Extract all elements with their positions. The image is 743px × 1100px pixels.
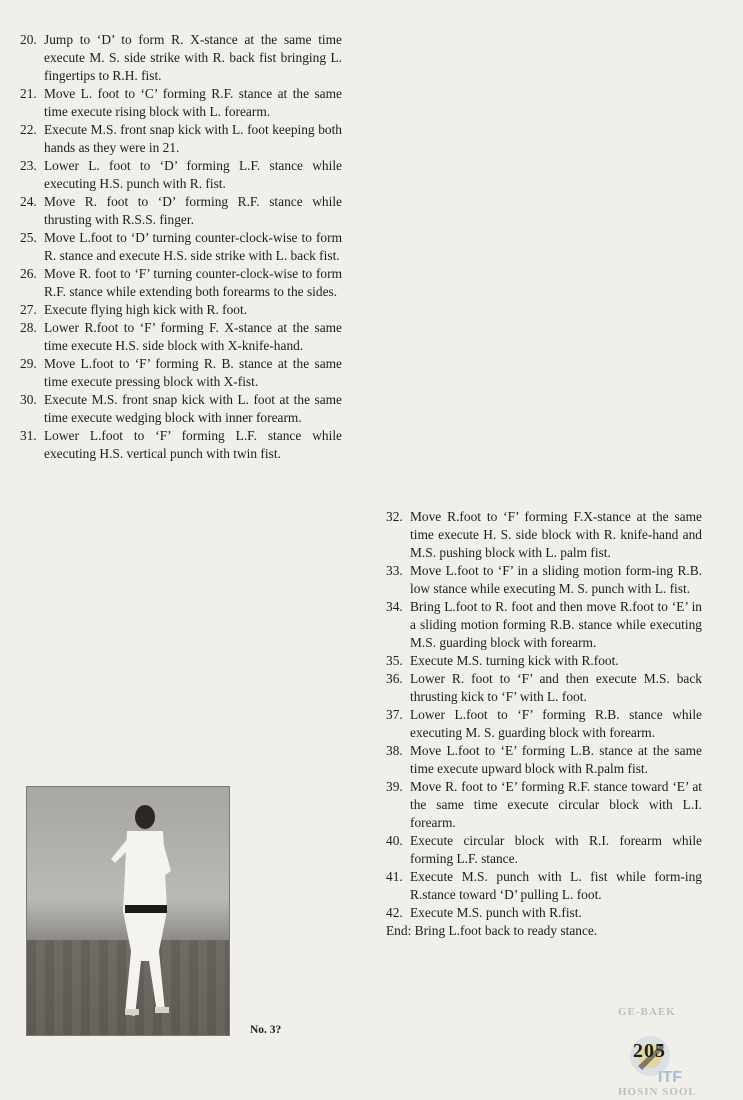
list-item [20,157,342,193]
item-number: 25. [20,230,37,245]
item-number: 39. [386,779,403,794]
item-number: 23. [20,158,37,173]
item-text: Move L.foot to ‘E’ forming L.B. stance at the same time execute upward block with R.palm fist. [410,743,702,776]
logo-top-text: GE-BAEK [618,1006,676,1018]
list-item [386,832,702,868]
page-number: 205 [633,1040,666,1062]
item-number: 24. [20,194,37,209]
photo-caption: No. 3? [250,1024,282,1036]
end-instruction: End: Bring L.foot back to ready stance. [386,923,598,938]
list-item [20,229,342,265]
item-number: 28. [20,320,37,335]
list-item [386,508,702,562]
item-text: Execute M.S. punch with L. fist while form-ing R.stance toward ‘D’ pulling L. foot. [410,869,702,902]
list-item [386,904,702,922]
item-text: Move L. foot to ‘C’ forming R.F. stance at the same time execute rising block with L. forearm. [44,86,342,119]
item-text: Lower L.foot to ‘F’ forming L.F. stance while executing H.S. vertical punch with twin fist. [44,428,342,461]
item-text: Move R. foot to ‘D’ forming R.F. stance while thrusting with R.S.S. finger. [44,194,342,227]
item-number: 21. [20,86,37,101]
list-item [20,319,342,355]
list-item [386,778,702,832]
list-item [20,265,342,301]
item-number: 30. [20,392,37,407]
list-item [386,742,702,778]
item-text: Move L.foot to ‘F’ forming R. B. stance at the same time execute pressing block with X-fist. [44,356,342,389]
item-number: 35. [386,653,403,668]
list-item [20,355,342,391]
list-item [20,193,342,229]
item-text: Bring L.foot to R. foot and then move R.foot to ‘E’ in a sliding motion forming R.B. stance while executing M.S. guarding block with forearm. [410,599,702,650]
list-item [386,598,702,652]
list-item [386,652,702,670]
list-item [20,85,342,121]
item-text: Move R. foot to ‘F’ turning counter-clock-wise to form R.F. stance while extending both forearms to the sides. [44,266,342,299]
item-number: 37. [386,707,403,722]
list-item [20,301,342,319]
list-item [386,670,702,706]
item-number: 32. [386,509,403,524]
item-number: 38. [386,743,403,758]
list-item [20,121,342,157]
item-number: 29. [20,356,37,371]
item-number: 40. [386,833,403,848]
item-text: Move L.foot to ‘D’ turning counter-clock-wise to form R. stance and execute H.S. side strike with L. back fist. [44,230,342,263]
item-text: Jump to ‘D’ to form R. X-stance at the same time execute M. S. side strike with R. back fist bringing L. fingertips to R.H. fist. [44,32,342,83]
item-number: 42. [386,905,403,920]
item-text: Move R.foot to ‘F’ forming F.X-stance at the same time execute H. S. side block with R. knife-hand and M.S. pushing block with L. palm fist. [410,509,702,560]
item-number: 34. [386,599,403,614]
list-item [20,427,342,463]
item-text: Execute M.S. turning kick with R.foot. [410,653,619,668]
right-column [386,508,702,940]
item-text: Execute M.S. front snap kick with L. foot keeping both hands as they were in 21. [44,122,342,155]
item-number: 41. [386,869,403,884]
demonstration-photo [26,786,230,1036]
item-text: Move R. foot to ‘E’ forming R.F. stance toward ‘E’ at the same time execute circular block with L.I. forearm. [410,779,702,830]
list-item [386,706,702,742]
logo-bottom-text: HOSIN SOOL [618,1086,697,1098]
item-number: 20. [20,32,37,47]
left-column [20,31,342,463]
item-text: Lower L.foot to ‘F’ forming R.B. stance while executing M. S. guarding block with forearm. [410,707,702,740]
item-text: Lower R. foot to ‘F’ and then execute M.S. back thrusting kick to ‘F’ with L. foot. [410,671,702,704]
item-text: Lower L. foot to ‘D’ forming L.F. stance while executing H.S. punch with R. fist. [44,158,342,191]
list-item [20,391,342,427]
list-item [20,31,342,85]
item-number: 36. [386,671,403,686]
item-number: 22. [20,122,37,137]
item-number: 33. [386,563,403,578]
item-number: 31. [20,428,37,443]
item-text: Lower R.foot to ‘F’ forming F. X-stance at the same time execute H.S. side block with X-knife-hand. [44,320,342,353]
item-text: Move L.foot to ‘F’ in a sliding motion form-ing R.B. low stance while executing M. S. punch with L. fist. [410,563,702,596]
item-number: 26. [20,266,37,281]
item-text: Execute M.S. punch with R.fist. [410,905,582,920]
item-number: 27. [20,302,37,317]
item-text: Execute flying high kick with R. foot. [44,302,248,317]
item-text: Execute circular block with R.I. forearm while forming L.F. stance. [410,833,702,866]
item-text: Execute M.S. front snap kick with L. foot at the same time execute wedging block with inner forearm. [44,392,342,425]
list-item [386,562,702,598]
martial-artist-figure [105,801,185,1031]
list-item [386,868,702,904]
logo-center-text: ITF [658,1069,682,1086]
